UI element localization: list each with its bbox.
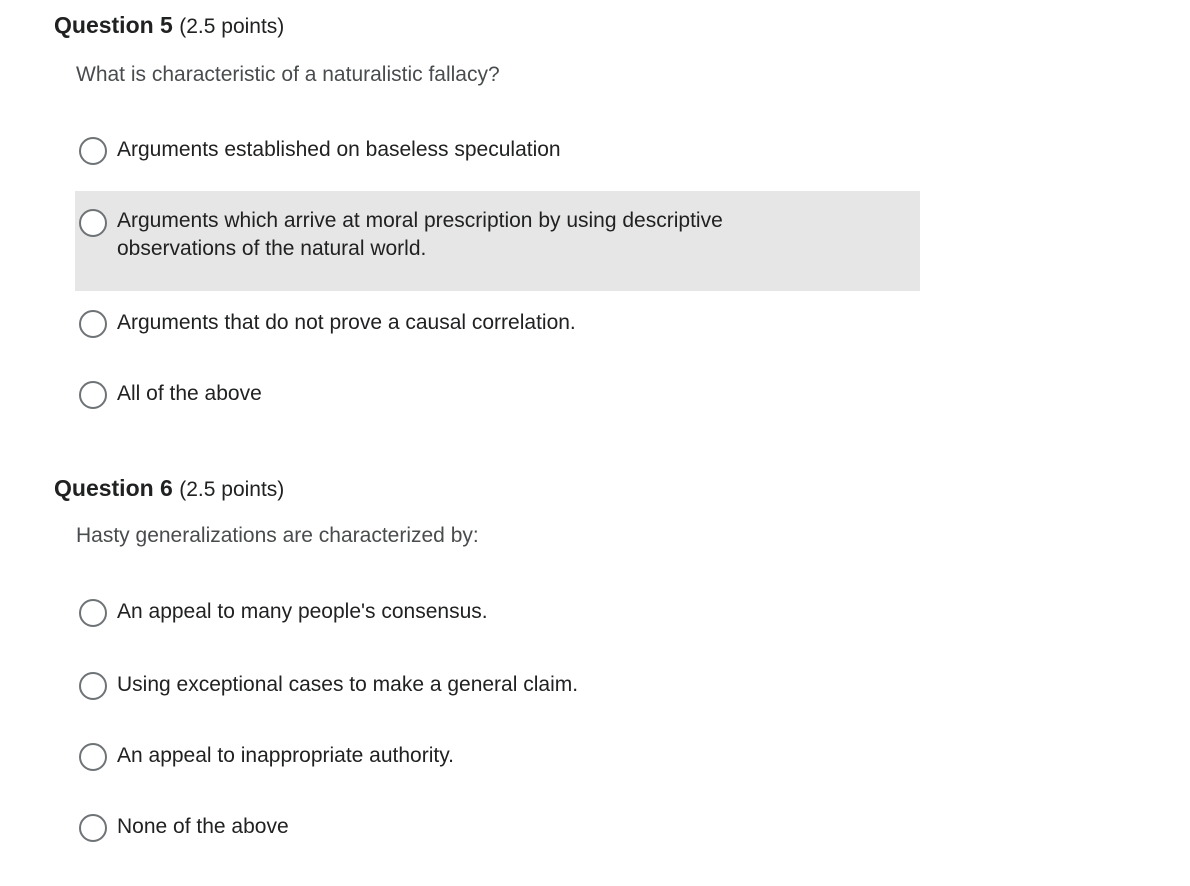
option-label: Using exceptional cases to make a general claim.: [117, 673, 579, 696]
option-label: An appeal to inappropriate authority.: [117, 744, 455, 767]
answer-option[interactable]: [75, 813, 920, 841]
radio-button[interactable]: [79, 209, 107, 237]
option-label: Arguments which arrive at moral prescription by using descriptive observations of the natural world.: [117, 209, 723, 260]
answer-option[interactable]: [75, 136, 920, 164]
question-heading: [54, 475, 284, 502]
question-points: (2.5 points): [179, 478, 285, 501]
radio-button[interactable]: [79, 814, 107, 842]
answer-option[interactable]: [75, 598, 920, 626]
radio-button[interactable]: [79, 599, 107, 627]
answer-option[interactable]: [75, 309, 920, 337]
question-title: Question 5: [54, 12, 173, 38]
answer-option[interactable]: [75, 671, 920, 699]
radio-button[interactable]: [79, 381, 107, 409]
option-label: None of the above: [117, 815, 289, 838]
radio-button[interactable]: [79, 137, 107, 165]
option-label: Arguments established on baseless speculation: [117, 138, 561, 161]
option-label: All of the above: [117, 382, 262, 405]
question-title: Question 6: [54, 475, 173, 501]
radio-button[interactable]: [79, 743, 107, 771]
question-prompt: Hasty generalizations are characterized by:: [76, 524, 479, 547]
option-label: Arguments that do not prove a causal correlation.: [117, 311, 576, 334]
question-heading: [54, 12, 284, 39]
answer-option[interactable]: [75, 742, 920, 770]
answer-option[interactable]: [75, 380, 920, 408]
radio-button[interactable]: [79, 672, 107, 700]
answer-option[interactable]: [75, 191, 920, 291]
radio-button[interactable]: [79, 310, 107, 338]
question-prompt: What is characteristic of a naturalistic fallacy?: [76, 63, 500, 86]
option-label: An appeal to many people's consensus.: [117, 600, 488, 623]
question-points: (2.5 points): [179, 15, 285, 38]
